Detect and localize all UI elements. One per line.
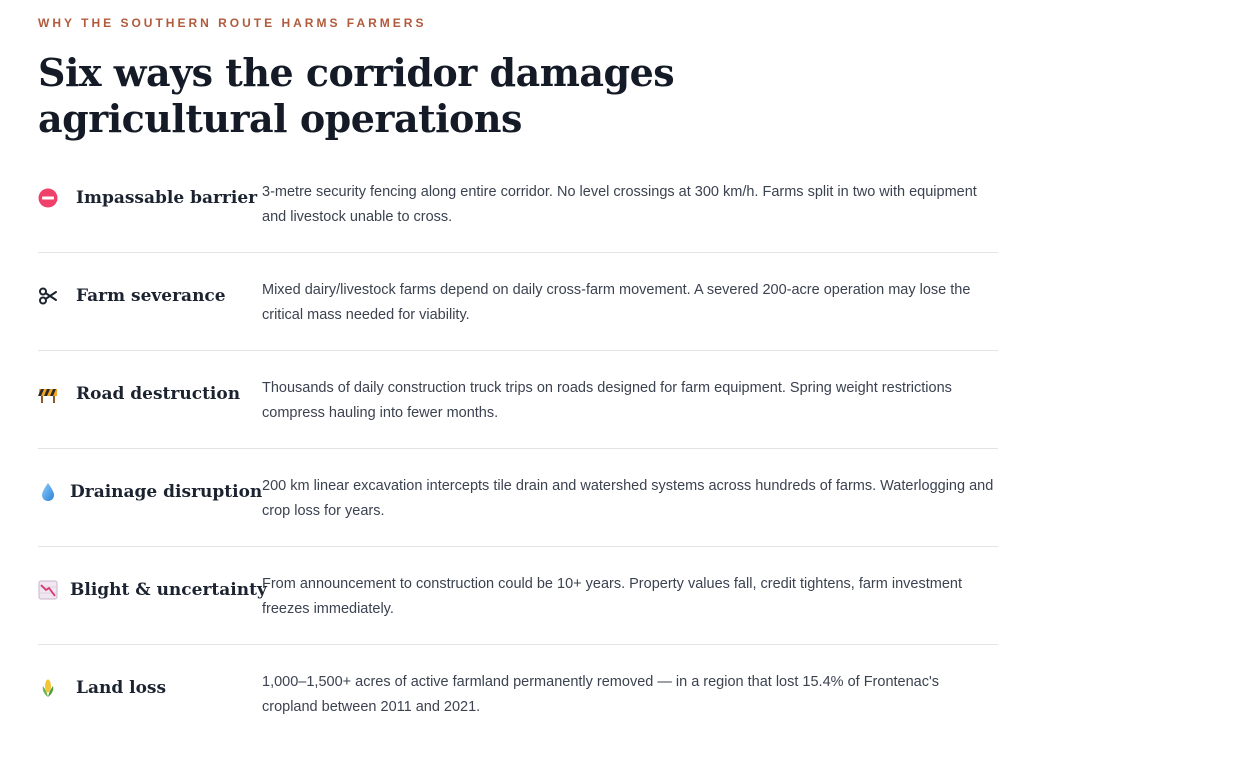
list-item bbox=[38, 547, 998, 645]
item-description: 3-metre security fencing along entire corridor. No level crossings at 300 km/h. Farms split in two with equipment and livestock unable to cross. bbox=[262, 184, 977, 225]
list-item bbox=[38, 645, 998, 743]
item-description: 200 km linear excavation intercepts tile drain and watershed systems across hundreds of farms. Waterlogging and crop loss for years. bbox=[262, 478, 994, 519]
item-label: Farm severance bbox=[76, 286, 226, 306]
construction-barrier-icon bbox=[38, 384, 64, 404]
item-label: Impassable barrier bbox=[76, 188, 258, 208]
item-label: Land loss bbox=[76, 678, 167, 698]
scissors-icon bbox=[38, 286, 64, 306]
list-item bbox=[38, 253, 998, 351]
item-label: Road destruction bbox=[76, 384, 241, 404]
item-label: Drainage disruption bbox=[70, 482, 263, 502]
section-eyebrow: WHY THE SOUTHERN ROUTE HARMS FARMERS bbox=[38, 16, 427, 30]
item-description: Mixed dairy/livestock farms depend on daily cross-farm movement. A severed 200-acre operation may lose the critical mass needed for viability. bbox=[262, 282, 971, 323]
item-description: From announcement to construction could be 10+ years. Property values fall, credit tightens, farm investment freezes immediately. bbox=[262, 576, 962, 617]
list-item bbox=[38, 449, 998, 547]
chart-decreasing-icon bbox=[38, 580, 58, 600]
water-drop-icon bbox=[38, 482, 58, 502]
impact-list bbox=[38, 155, 998, 743]
list-item bbox=[38, 155, 998, 253]
page-title: Six ways the corridor damages agricultural operations bbox=[38, 50, 675, 141]
item-description: 1,000–1,500+ acres of active farmland permanently removed — in a region that lost 15.4% of Frontenac's cropland between 2011 and 2021. bbox=[262, 674, 939, 715]
corn-icon bbox=[38, 678, 64, 698]
item-description: Thousands of daily construction truck trips on roads designed for farm equipment. Spring weight restrictions compress hauling into fewer months. bbox=[262, 380, 952, 421]
list-item bbox=[38, 351, 998, 449]
item-label: Blight & uncertainty bbox=[70, 580, 267, 600]
no-entry-icon bbox=[38, 188, 64, 208]
